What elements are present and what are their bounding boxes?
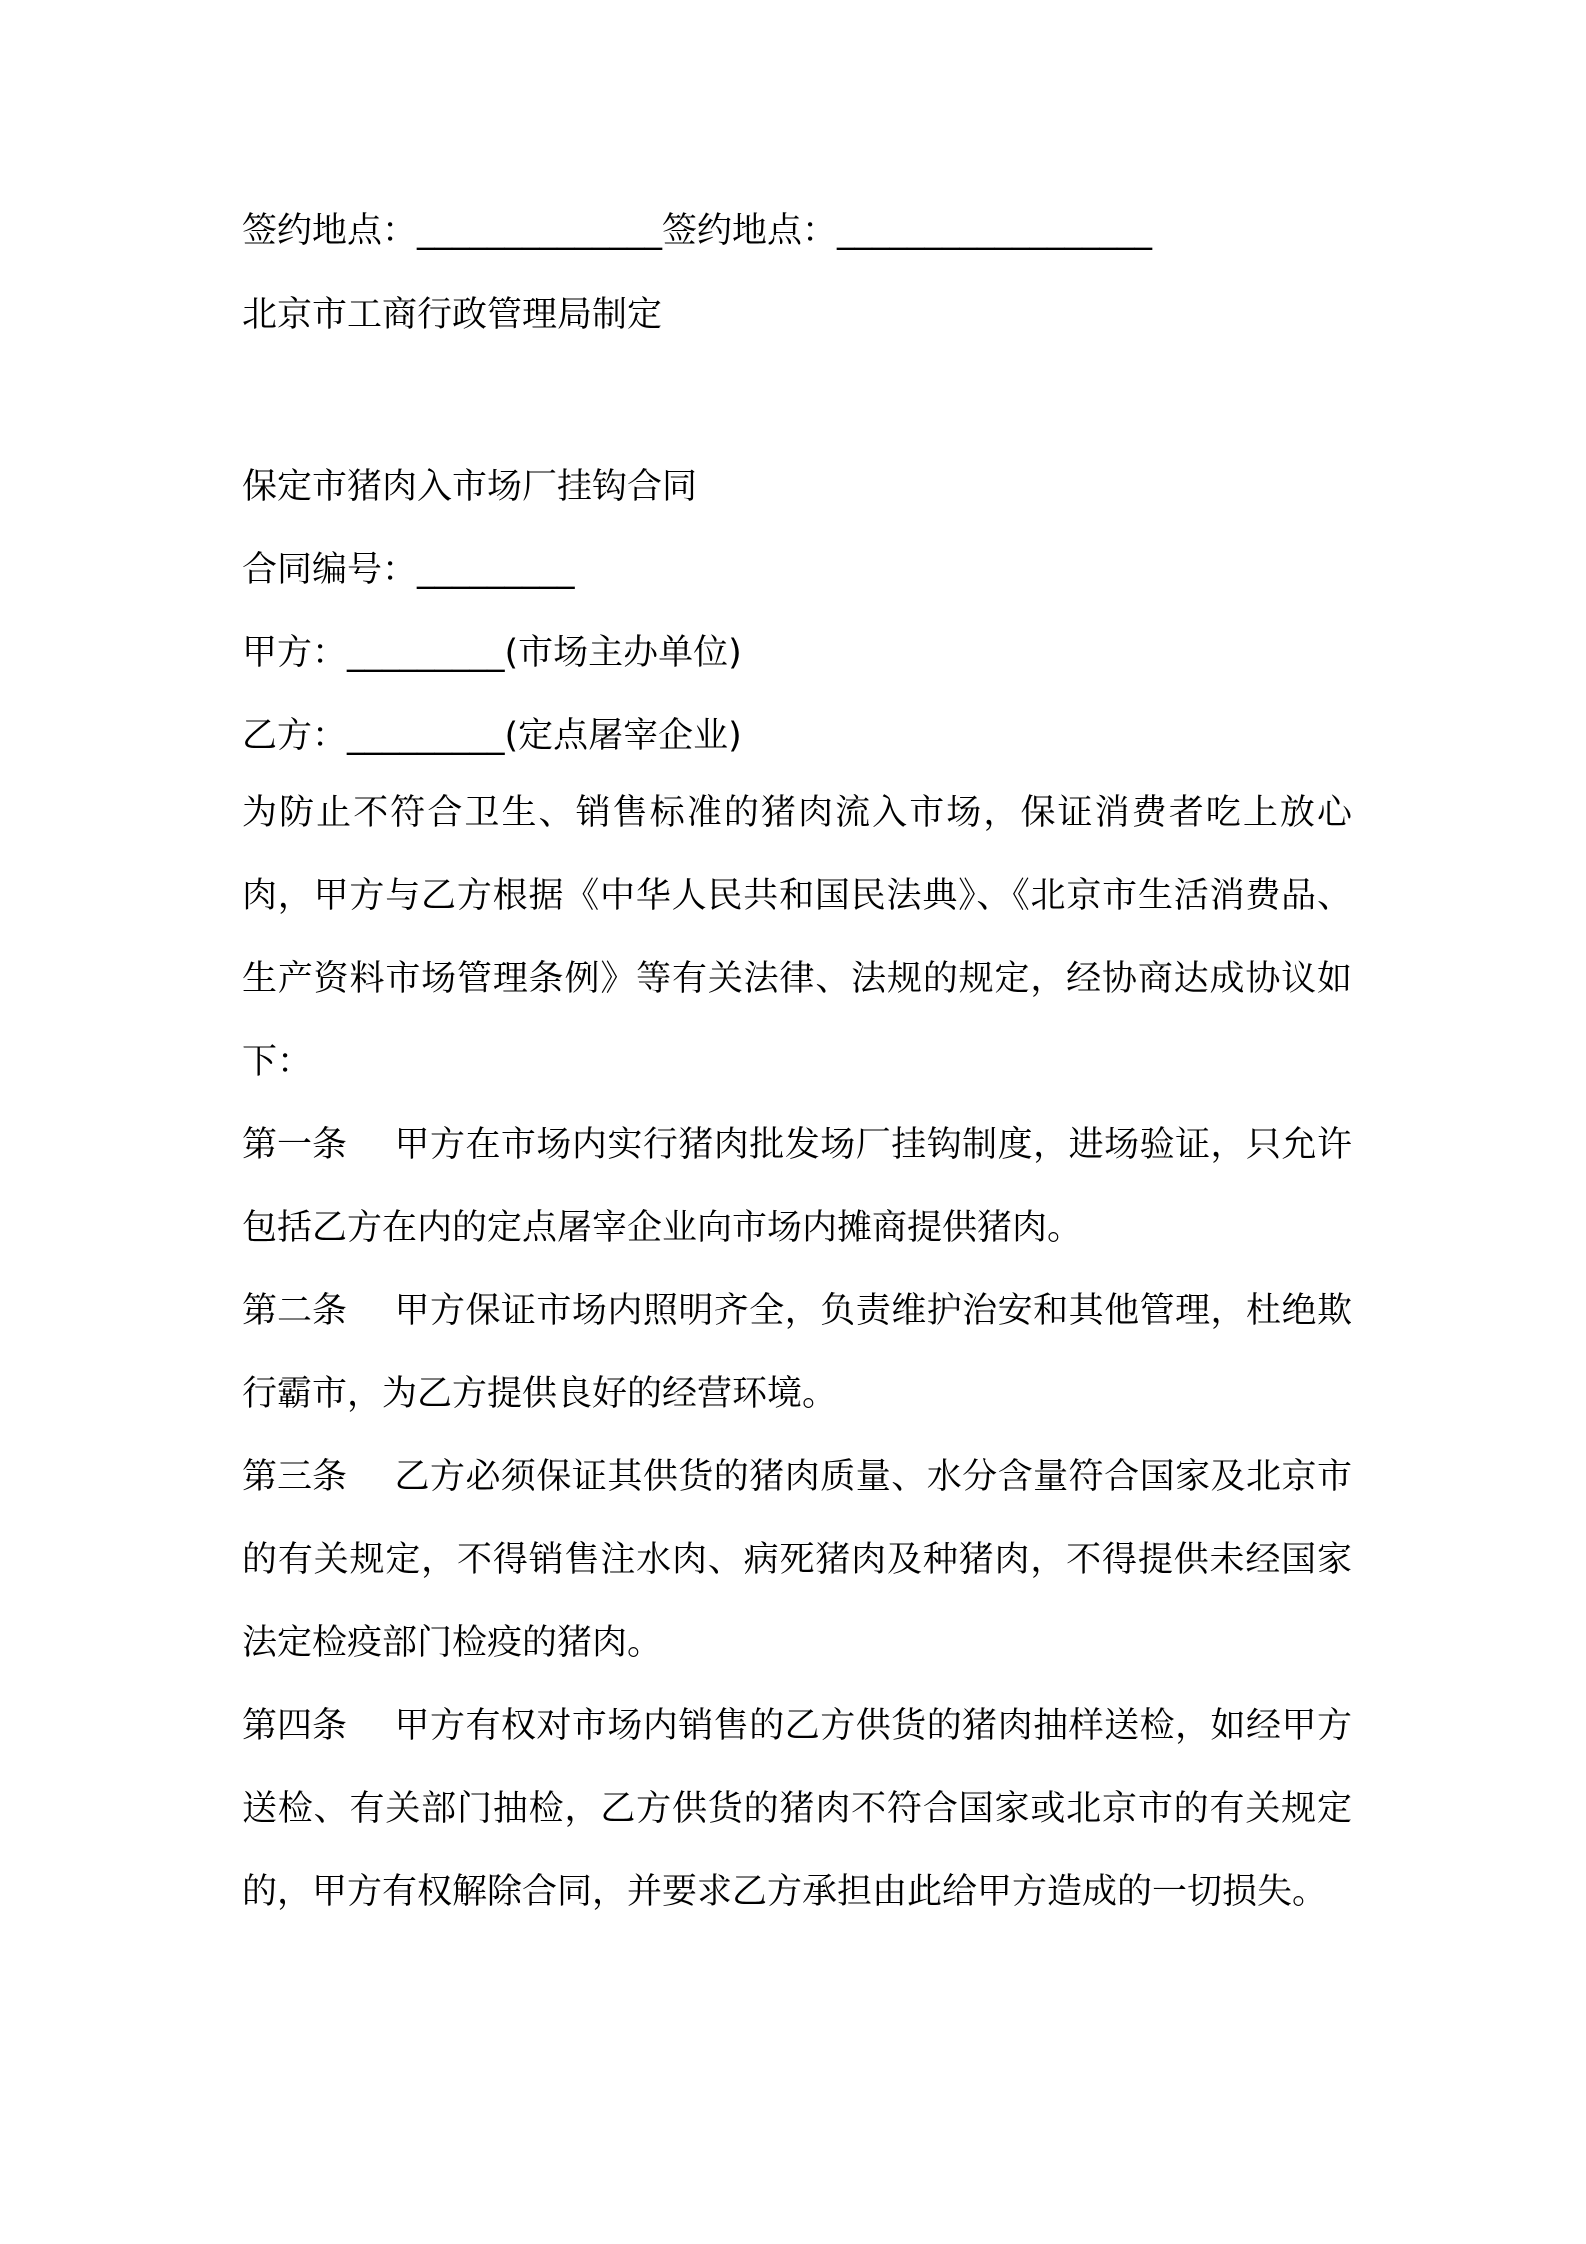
- contract-number-label: 合同编号：: [242, 550, 418, 590]
- clause-2: [242, 1270, 1352, 1436]
- party-b-label: 乙方：: [242, 716, 348, 756]
- clause-1-label: 第一条: [242, 1125, 348, 1165]
- party-a-blank: _________: [347, 633, 505, 673]
- contract-number-line: [242, 544, 1362, 596]
- clause-3-label: 第三条: [242, 1457, 348, 1497]
- clause-2-label: 第二条: [242, 1291, 348, 1331]
- party-b-blank: _________: [347, 716, 505, 756]
- contract-number-blank: _________: [417, 550, 575, 590]
- clause-1-text: 甲方在市场内实行猪肉批发场厂挂钩制度，进场验证，只允许包括乙方在内的定点屠宰企业向市场内摊商提供猪肉。: [242, 1125, 1352, 1248]
- party-b-note: (定点屠宰企业): [504, 716, 742, 756]
- party-a-note: (市场主办单位): [504, 633, 742, 673]
- signing-place-blank-1: ______________: [417, 211, 663, 251]
- clause-4-text: 甲方有权对市场内销售的乙方供货的猪肉抽样送检，如经甲方送检、有关部门抽检，乙方供货的猪肉不符合国家或北京市的有关规定的，甲方有权解除合同，并要求乙方承担由此给甲方造成的一切损失。: [242, 1706, 1352, 1912]
- clause-2-text: 甲方保证市场内照明齐全，负责维护治安和其他管理，杜绝欺行霸市，为乙方提供良好的经营环境。: [242, 1291, 1352, 1414]
- clause-3-text: 乙方必须保证其供货的猪肉质量、水分含量符合国家及北京市的有关规定，不得销售注水肉、病死猪肉及种猪肉，不得提供未经国家法定检疫部门检疫的猪肉。: [242, 1457, 1352, 1663]
- clause-4-label: 第四条: [242, 1706, 348, 1746]
- party-a-line: [242, 627, 1362, 679]
- party-b-line: [242, 710, 1362, 762]
- signing-place-label-2: 签约地点：: [662, 211, 838, 251]
- preamble-paragraph: 为防止不符合卫生、销售标准的猪肉流入市场，保证消费者吃上放心肉，甲方与乙方根据《中华人民共和国民法典》、《北京市生活消费品、生产资料市场管理条例》等有关法律、法规的规定，经协商达成协议如下：: [242, 793, 1352, 1082]
- clause-4: [242, 1685, 1352, 1934]
- issuer-line: 北京市工商行政管理局制定: [242, 295, 663, 335]
- signing-place-label-1: 签约地点：: [242, 211, 418, 251]
- document-body: [242, 205, 1362, 1934]
- clause-3: [242, 1436, 1352, 1685]
- contract-title: 保定市猪肉入市场厂挂钩合同: [242, 467, 698, 507]
- clause-1: [242, 1104, 1352, 1270]
- signing-place-blank-2: __________________: [837, 211, 1153, 251]
- signing-place-line: [242, 205, 1362, 257]
- party-a-label: 甲方：: [242, 633, 348, 673]
